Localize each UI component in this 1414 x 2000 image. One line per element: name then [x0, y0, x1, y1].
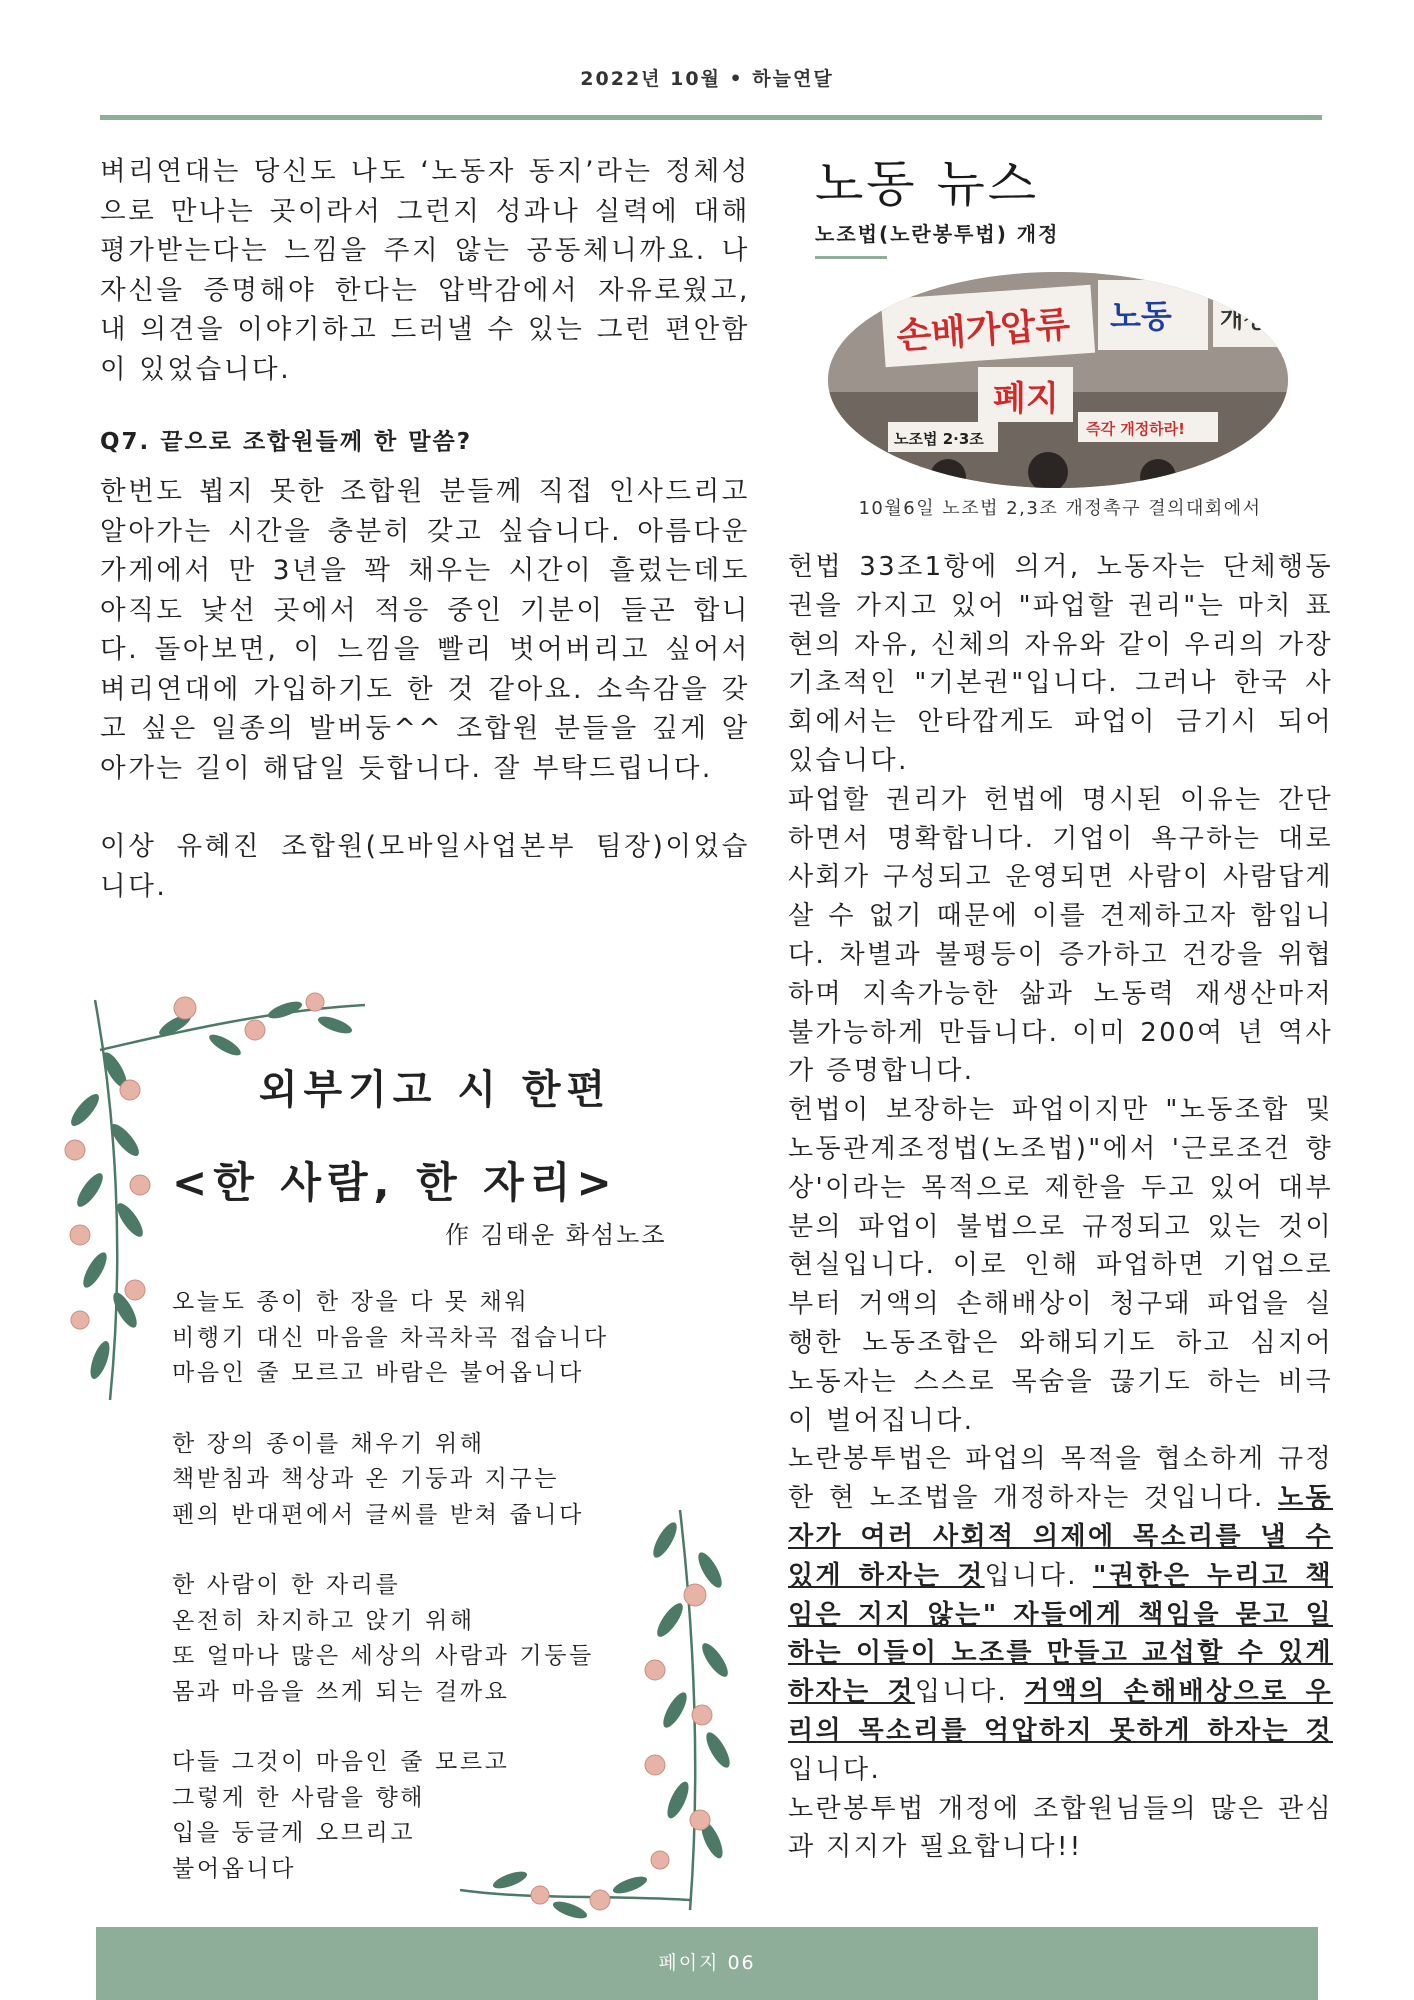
interview-column — [100, 152, 750, 906]
poem-author: 作 김태운 화섬노조 — [445, 1221, 667, 1249]
poem-line: 오늘도 종이 한 장을 다 못 채워 — [172, 1289, 530, 1315]
page-number: 페이지 06 — [658, 1952, 756, 1974]
text-run: 노란봉투법은 파업의 목적을 협소하게 규정한 현 노조법을 개정하자는 것입니다. — [788, 1444, 1333, 1514]
photo-sign-text: 폐지 — [993, 379, 1059, 419]
poem-line: 온전히 차지하고 앉기 위해 — [172, 1607, 475, 1634]
interview-answer: 한번도 뵙지 못한 조합원 분들께 직접 인사드리고 알아가는 시간을 충분히 갖고 싶습니다. 아름다운가게에서 만 3년을 꽉 채우는 시간이 흘렀는데도 아직도 낯선 곳에서 적응 중인 기분이 들곤 합니다. 돌아보면, 이 느낌을 빨리 벗어버리고 싶어서 벼리연대에 가입하기도 한 것 같아요. 소속감을 갖고 싶은 일종의 발버둥^^ 조합원 분들을 깊게 알아가는 길이 해답일 듯합니다. 잘 부탁드립니다. — [100, 476, 750, 784]
photo-sign-text: 손배가압류 — [895, 304, 1072, 358]
emphasis-text: "권한은 누리고 책임은 지지 않는" 자들에게 책임을 묻고 일하는 이들이 노조를 만들고 교섭할 수 있게 하자는 것 — [788, 1560, 1333, 1708]
photo-sign-text: 개정 — [1220, 305, 1267, 333]
photo-sign-text: 노동 — [1110, 297, 1172, 335]
news-divider — [815, 256, 887, 259]
news-paragraph — [788, 1440, 1333, 1789]
issue-header: 2022년 10월 • 하늘연달 — [580, 68, 834, 90]
emphasis-text: 노동자가 여러 사회적 의제에 목소리를 낼 수 있게 하자는 것 — [788, 1483, 1333, 1591]
news-paragraph: 파업할 권리가 헌법에 명시된 이유는 간단하면서 명확합니다. 기업이 욕구하는 대로 사회가 구성되고 운영되면 사람이 사람답게 살 수 없기 때문에 이를 견제하고자 함입니다. 차별과 불평등이 증가하고 건강을 위협하며 지속가능한 삶과 노동력 재생산마저 불가능하게 만듭니다. 이미 200여 년 역사가 증명합니다. — [788, 784, 1333, 1087]
interview-intro: 벼리연대는 당신도 나도 ‘노동자 동지’라는 정체성으로 만나는 곳이라서 그런지 성과나 실력에 대해 평가받는다는 느낌을 주지 않는 공동체니까요. 나 자신을 증명해야 한다는 압박감에서 자유로웠고, 내 의견을 이야기하고 드러낼 수 있는 그런 편안함이 있었습니다. — [100, 156, 750, 385]
header-divider — [100, 115, 1322, 120]
page-footer — [96, 1927, 1318, 2000]
poem-line: 한 사람이 한 자리를 — [172, 1572, 401, 1598]
poem-line: 불어옵니다 — [172, 1855, 297, 1882]
poem-title: <한 사람, 한 자리> — [172, 1158, 618, 1207]
poem-line: 펜의 반대편에서 글씨를 받쳐 줍니다 — [172, 1501, 584, 1528]
photo-sign-text: 즉각 개정하라! — [1086, 420, 1186, 438]
olive-branch-decoration — [450, 1500, 760, 1920]
news-paragraph: 헌법 33조1항에 의거, 노동자는 단체행동권을 가지고 있어 "파업할 권리"는 마치 표현의 자유, 신체의 자유와 같이 우리의 가장 기초적인 "기본권"입니다. 그러나 한국 사회에서는 안타깝게도 파업이 금기시 되어 있습니다. — [788, 552, 1333, 776]
poem-line: 몸과 마음을 쓰게 되는 걸까요 — [172, 1678, 510, 1705]
news-subtitle: 노조법(노란봉투법) 개정 — [815, 222, 1060, 246]
poem-line: 책받침과 책상과 온 기둥과 지구는 — [172, 1466, 560, 1492]
text-run: 입니다. — [914, 1677, 1025, 1708]
poem-line: 비행기 대신 마음을 차곡차곡 접습니다 — [172, 1324, 609, 1351]
text-run: 입니다. — [788, 1754, 882, 1785]
poem-line: 한 장의 종이를 채우기 위해 — [172, 1430, 485, 1457]
poem-line: 또 얼마나 많은 세상의 사람과 기둥들 — [172, 1643, 594, 1669]
emphasis-text: 거액의 손해배상으로 우리의 목소리를 억압하지 못하게 하자는 것 — [788, 1677, 1333, 1746]
photo-sign-text: 노조법 2·3조 — [894, 430, 984, 448]
poem-stanza — [172, 1285, 609, 1392]
poem-line: 다들 그것이 마음인 줄 모르고 — [172, 1749, 510, 1775]
poem-section-title: 외부기고 시 한편 — [258, 1067, 612, 1113]
poem-line: 입을 둥글게 오므리고 — [172, 1820, 416, 1846]
interview-closing: 이상 유혜진 조합원(모바일사업본부 팀장)이었습니다. — [100, 831, 750, 902]
photo-caption: 10월6일 노조법 2,3조 개정촉구 결의대회에서 — [858, 498, 1262, 519]
news-paragraph: 헌법이 보장하는 파업이지만 "노동조합 및 노동관계조정법(노조법)"에서 '근로조건 향상'이라는 목적으로 제한을 두고 있어 대부분의 파업이 불법으로 규정되고 있는 것이 현실입니다. 이로 인해 파업하면 기업으로부터 거액의 손해배상이 청구돼 파업을 실행한 노동조합은 와해되기도 하고 심지어 노동자는 스스로 목숨을 끊기도 하는 비극이 벌어집니다. — [788, 1095, 1333, 1436]
news-paragraph: 노란봉투법 개정에 조합원님들의 많은 관심과 지지가 필요합니다!! — [788, 1793, 1333, 1863]
poem-line: 마음인 줄 모르고 바람은 불어옵니다 — [172, 1360, 584, 1386]
question-heading: Q7. 끝으로 조합원들께 한 말씀? — [100, 429, 473, 455]
news-column — [788, 548, 1333, 1867]
news-section-title: 노동 뉴스 — [815, 155, 1040, 213]
rally-photo — [828, 272, 1288, 488]
text-run: 입니다. — [984, 1560, 1093, 1591]
poem-line: 그렇게 한 사람을 향해 — [172, 1784, 426, 1811]
